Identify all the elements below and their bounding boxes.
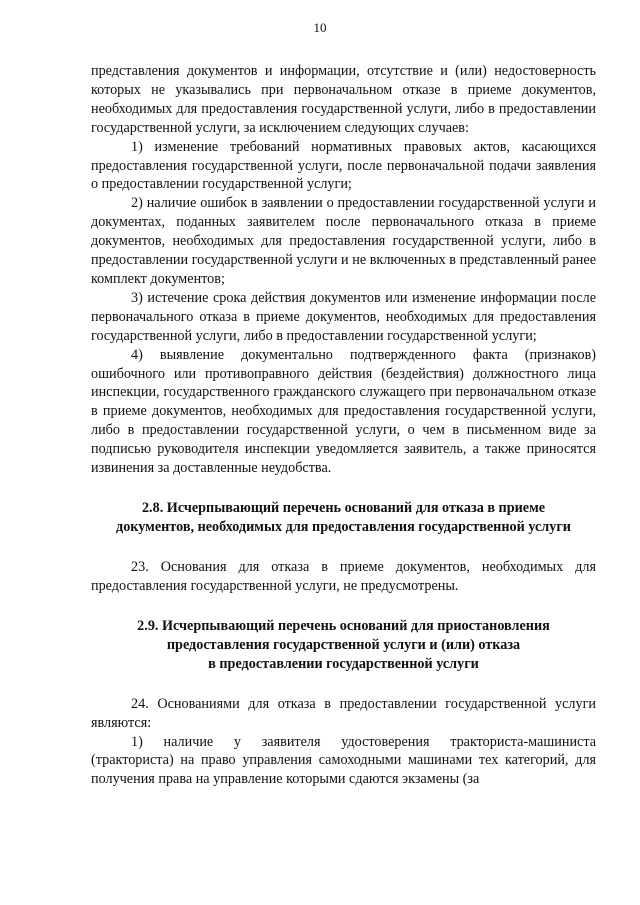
- heading-line: 2.9. Исчерпывающий перечень оснований для приостановления: [137, 617, 550, 634]
- paragraph-24-item-1: 1) наличие у заявителя удостоверения тракториста-машиниста (тракториста) на право управления самоходными машинами тех категорий, для получения права на управление которыми сдаются экзамены (за: [91, 733, 596, 788]
- document-body: [91, 62, 596, 789]
- section-heading-2-9: [91, 617, 596, 674]
- heading-line: документов, необходимых для предоставления государственной услуги: [116, 518, 571, 535]
- list-item-1: 1) изменение требований нормативных правовых актов, касающихся предоставления государственной услуги, после первоначальной подачи заявления о предоставлении государственной услуги;: [91, 138, 596, 193]
- section-heading-2-8: [91, 499, 596, 537]
- page-number: 10: [313, 20, 327, 35]
- list-item-4: 4) выявление документально подтвержденного факта (признаков) ошибочного или противоправного действия (бездействия) должностного лица инспекции, государственного гражданского служащего при первоначальном отказе в приеме документов, необходимых для предоставления государственной услуги, либо в предоставлении государственной услуги, о чем в письменном виде за подписью руководителя инспекции уведомляется заявитель, а также приносятся извинения за доставленные неудобства.: [91, 346, 596, 477]
- heading-line: 2.8. Исчерпывающий перечень оснований для отказа в приеме: [141, 499, 546, 516]
- paragraph-23: 23. Основания для отказа в приеме документов, необходимых для предоставления государственной услуги, не предусмотрены.: [91, 558, 596, 594]
- list-item-2: 2) наличие ошибок в заявлении о предоставлении государственной услуги и документах, поданных заявителем после первоначального отказа в приеме документов, необходимых для предоставления государственной услуги, либо в предоставлении государственной услуги и не включенных в представленный ранее комплект документов;: [91, 195, 596, 287]
- list-item-3: 3) истечение срока действия документов или изменение информации после первоначального отказа в приеме документов, необходимых для предоставления государственной услуги, либо в предоставлении государственной услуги;: [91, 289, 596, 344]
- paragraph-24: 24. Основаниями для отказа в предоставлении государственной услуги являются:: [91, 695, 596, 731]
- paragraph-intro: представления документов и информации, отсутствие и (или) недостоверность которых не указывались при первоначальном отказе в приеме документов, необходимых для предоставления государственной услуги, либо в предоставлении государственной услуги, за исключением следующих случаев:: [91, 63, 596, 136]
- heading-line: предоставления государственной услуги и (или) отказа: [166, 636, 521, 653]
- heading-line: в предоставлении государственной услуги: [208, 655, 479, 672]
